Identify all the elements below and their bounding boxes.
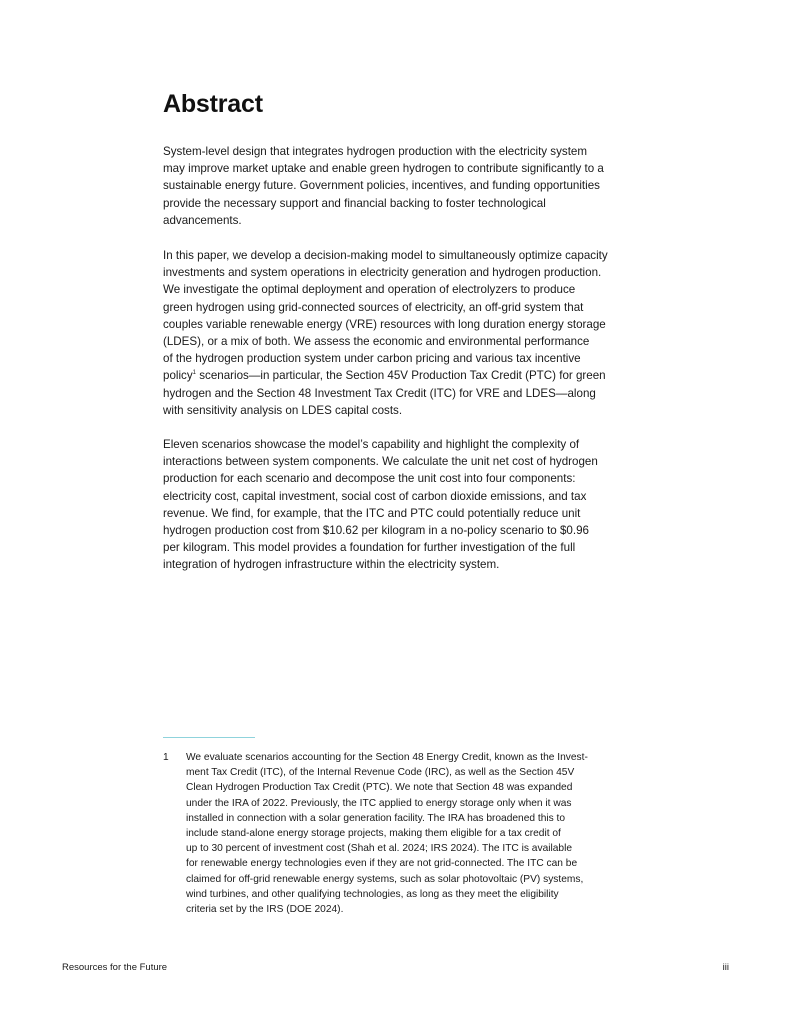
- text-line: hydrogen production cost from $10.62 per kilogram in a no-policy scenario to $0.96: [163, 524, 589, 538]
- text-line: electricity cost, capital investment, social cost of carbon dioxide emissions, and tax: [163, 489, 587, 503]
- footnote-number: 1: [163, 752, 169, 763]
- text-line: may improve market uptake and enable green hydrogen to contribute significantly to a: [163, 162, 604, 176]
- text-line: green hydrogen using grid-connected sources of electricity, an off-grid system that: [163, 300, 584, 314]
- page-title: Abstract: [163, 90, 263, 118]
- footnote-line: ment Tax Credit (ITC), of the Internal Revenue Code (IRC), as well as the Section 45V: [186, 767, 575, 779]
- text-line-with-footnote: [163, 367, 635, 384]
- text-line: investments and system operations in electricity generation and hydrogen production.: [163, 266, 602, 280]
- text-line: We investigate the optimal deployment and operation of electrolyzers to produce: [163, 283, 576, 297]
- footnote-line: criteria set by the IRS (DOE 2024).: [186, 904, 344, 916]
- abstract-paragraph-2: [163, 247, 635, 419]
- footnote-line: installed in connection with a solar generation facility. The IRA has broadened this to: [186, 812, 566, 824]
- footer-page-number: iii: [722, 962, 729, 973]
- text-line: revenue. We find, for example, that the ITC and PTC could potentially reduce unit: [163, 506, 581, 520]
- abstract-paragraph-1: [163, 143, 635, 229]
- footnote-line: Clean Hydrogen Production Tax Credit (PTC). We note that Section 48 was expanded: [186, 782, 573, 794]
- text-line: provide the necessary support and financial backing to foster technological: [163, 196, 546, 210]
- text-line: (LDES), or a mix of both. We assess the economic and environmental performance: [163, 335, 590, 349]
- text-line: of the hydrogen production system under carbon pricing and various tax incentive: [163, 352, 581, 366]
- text-segment: scenarios—in particular, the Section 45V Production Tax Credit (PTC) for green: [196, 369, 606, 383]
- footnote-line: under the IRA of 2022. Previously, the ITC applied to energy storage only when it was: [186, 797, 572, 809]
- footer-publisher: Resources for the Future: [62, 962, 168, 973]
- text-line: interactions between system components. We calculate the unit net cost of hydrogen: [163, 455, 598, 469]
- footnote-line: We evaluate scenarios accounting for the Section 48 Energy Credit, known as the Invest-: [186, 752, 588, 763]
- text-line: hydrogen and the Section 48 Investment Tax Credit (ITC) for VRE and LDES—along: [163, 386, 596, 400]
- footnote-line: include stand-alone energy storage projects, making them eligible for a tax credit of: [186, 828, 561, 840]
- footnote-line: for renewable energy technologies even if they are not grid-connected. The ITC can be: [186, 858, 578, 870]
- text-line: In this paper, we develop a decision-making model to simultaneously optimize capacity: [163, 249, 608, 262]
- text-line: advancements.: [163, 213, 242, 227]
- text-line: Eleven scenarios showcase the model’s capability and highlight the complexity of: [163, 438, 580, 451]
- text-line: sustainable energy future. Government policies, incentives, and funding opportunities: [163, 179, 600, 193]
- text-line: per kilogram. This model provides a foundation for further investigation of the full: [163, 541, 576, 555]
- footnote-text: [186, 750, 636, 917]
- text-line: production for each scenario and decompose the unit cost into four components:: [163, 472, 576, 486]
- footnote-reference[interactable]: 1: [192, 370, 196, 377]
- text-line: integration of hydrogen infrastructure within the electricity system.: [163, 558, 500, 572]
- text-line: with sensitivity analysis on LDES capital costs.: [163, 403, 403, 417]
- footnote-divider: [163, 737, 255, 738]
- text-line: couples variable renewable energy (VRE) resources with long duration energy storage: [163, 317, 606, 331]
- policy-word: policy: [163, 369, 193, 383]
- footnote-line: claimed for off-grid renewable energy systems, such as solar photovoltaic (PV) systems,: [186, 873, 584, 885]
- text-line: System-level design that integrates hydrogen production with the electricity system: [163, 145, 588, 158]
- footnote-line: wind turbines, and other qualifying technologies, as long as they meet the eligibility: [186, 888, 559, 900]
- abstract-paragraph-3: [163, 436, 635, 574]
- footnote-line: up to 30 percent of investment cost (Shah et al. 2024; IRS 2024). The ITC is available: [186, 843, 573, 855]
